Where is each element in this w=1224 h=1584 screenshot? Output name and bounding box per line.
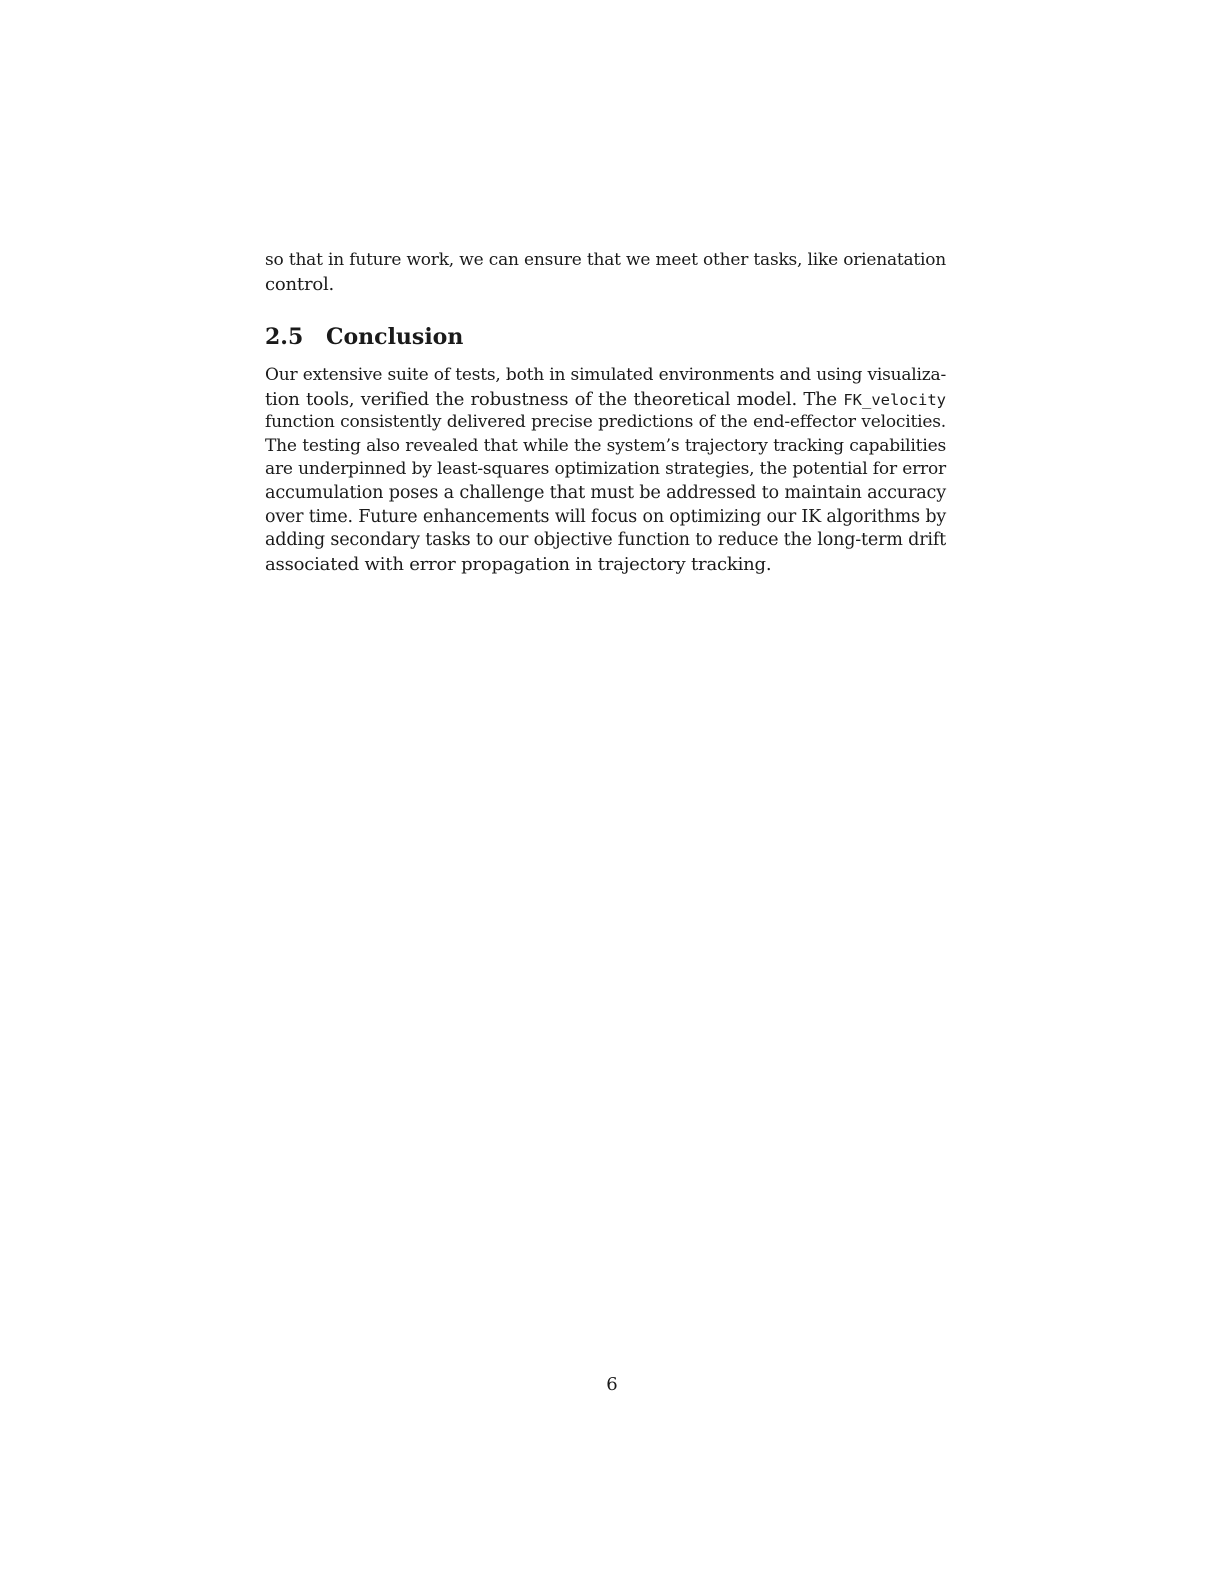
- page-number: 6: [606, 1374, 618, 1395]
- section-title: Conclusion: [326, 324, 464, 350]
- paragraph-line: control.: [265, 273, 335, 295]
- paragraph-line: are underpinned by least-squares optimization strategies, the potential for error: [265, 459, 946, 480]
- paragraph-line: accumulation poses a challenge that must be addressed to maintain accuracy: [265, 482, 946, 503]
- paragraph-line: Our extensive suite of tests, both in simulated environments and using visualiza-: [265, 365, 946, 385]
- paragraph-line: The testing also revealed that while the system’s trajectory tracking capabilities: [265, 435, 946, 456]
- paragraph-line: associated with error propagation in trajectory tracking.: [265, 553, 772, 575]
- paragraph-line: over time. Future enhancements will focus on optimizing our IK algorithms by: [265, 506, 946, 527]
- conclusion-paragraph: [265, 364, 946, 576]
- paragraph-line: so that in future work, we can ensure that we meet other tasks, like orienatation: [265, 250, 946, 270]
- section-number: 2.5: [265, 324, 304, 350]
- code-identifier: FK_velocity: [843, 390, 946, 409]
- paragraph-line: [265, 388, 946, 412]
- continuation-paragraph: [265, 249, 946, 296]
- paragraph-line: function consistently delivered precise predictions of the end-effector velocities.: [265, 412, 946, 433]
- section-heading: [265, 322, 463, 352]
- line-text: tion tools, verified the robustness of the theoretical model. The: [265, 388, 844, 410]
- paragraph-line: adding secondary tasks to our objective function to reduce the long-term drift: [265, 530, 946, 551]
